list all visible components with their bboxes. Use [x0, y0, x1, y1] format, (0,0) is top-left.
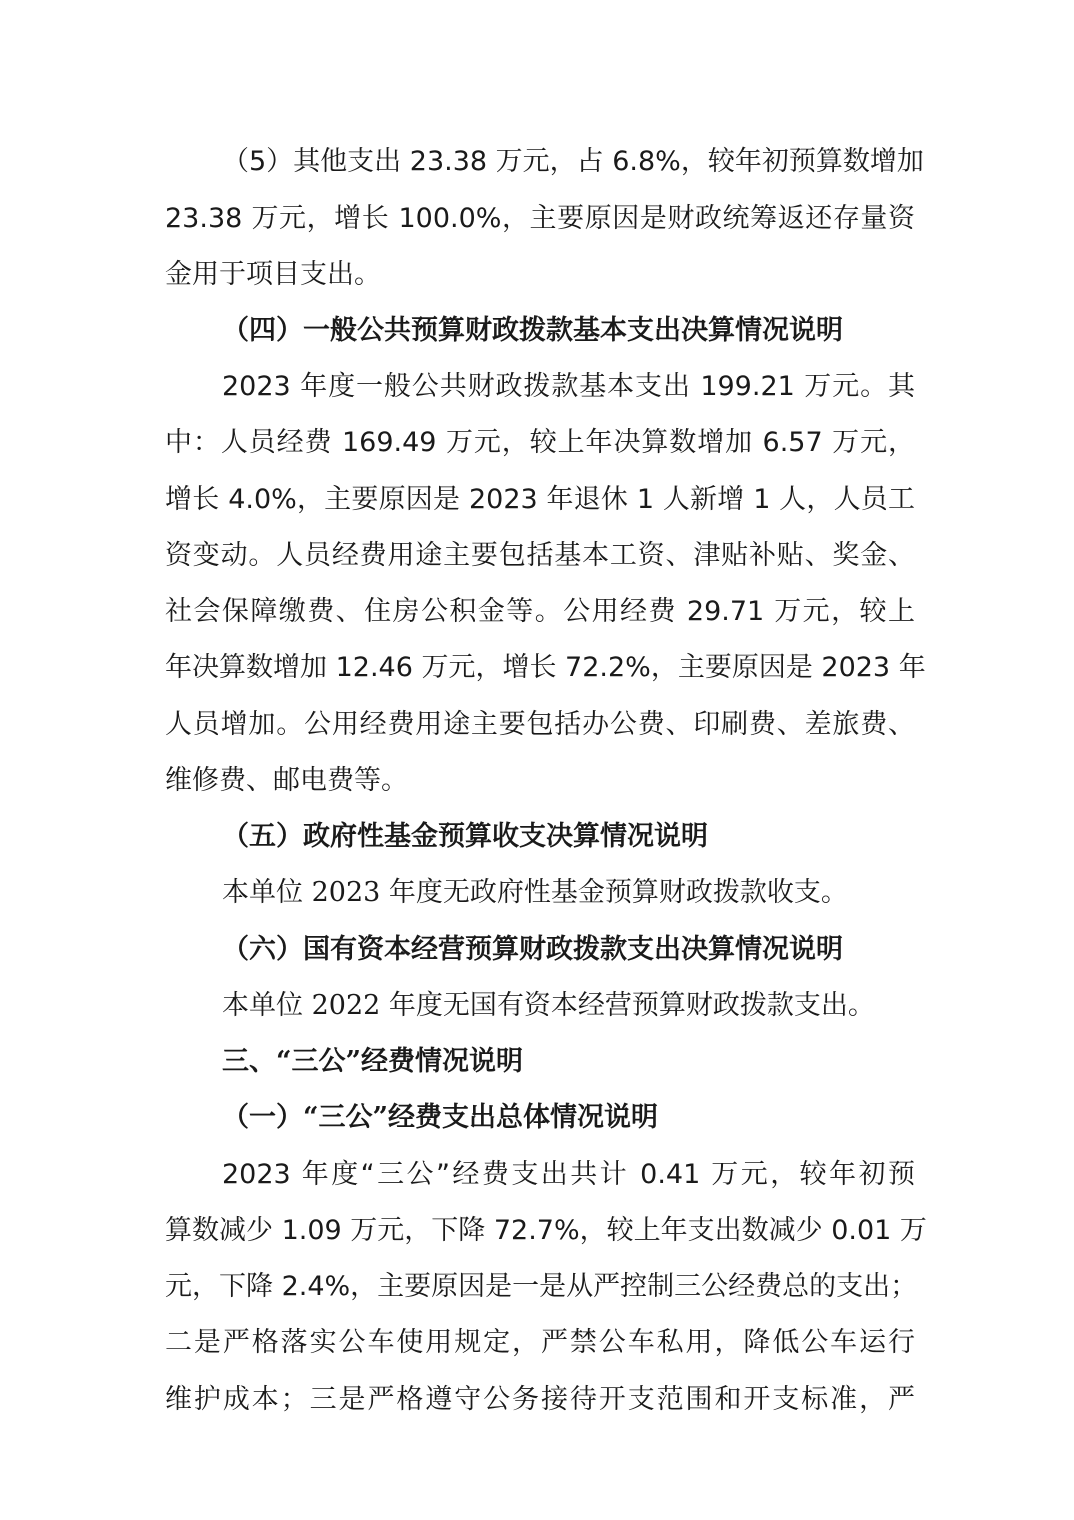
- body-text-line: 金用于项目支出。: [165, 259, 381, 290]
- body-text-line: 中：人员经费 169.49 万元，较上年决算数增加 6.57 万元，: [165, 427, 915, 458]
- body-text-line: 年决算数增加 12.46 万元，增长 72.2%，主要原因是 2023 年: [165, 652, 926, 683]
- body-text-line: 二是严格落实公车使用规定，严禁公车私用，降低公车运行: [165, 1327, 915, 1358]
- body-text-line: 增长 4.0%，主要原因是 2023 年退休 1 人新增 1 人，人员工: [165, 484, 915, 515]
- section-heading: （四）一般公共预算财政拨款基本支出决算情况说明: [222, 315, 843, 346]
- body-text-line: 元，下降 2.4%，主要原因是一是从严控制三公经费总的支出；: [165, 1271, 918, 1302]
- body-text-line: 维修费、邮电费等。: [165, 765, 408, 796]
- chapter-heading: 三、“三公”经费情况说明: [222, 1046, 524, 1077]
- body-text-line: 2023 年度“三公”经费支出共计 0.41 万元，较年初预: [222, 1159, 915, 1190]
- body-text-line: 算数减少 1.09 万元，下降 72.7%，较上年支出数减少 0.01 万: [165, 1215, 927, 1246]
- section-heading: （六）国有资本经营预算财政拨款支出决算情况说明: [222, 934, 843, 965]
- body-text-line: 社会保障缴费、住房公积金等。公用经费 29.71 万元，较上: [165, 596, 915, 627]
- body-text-line: 资变动。人员经费用途主要包括基本工资、津贴补贴、奖金、: [165, 540, 915, 571]
- body-text-line: 本单位 2022 年度无国有资本经营预算财政拨款支出。: [222, 990, 875, 1021]
- section-heading: （一）“三公”经费支出总体情况说明: [222, 1102, 659, 1133]
- body-text-line: （5）其他支出 23.38 万元，占 6.8%，较年初预算数增加: [222, 146, 924, 177]
- body-text-line: 本单位 2023 年度无政府性基金预算财政拨款收支。: [222, 877, 848, 908]
- body-text-line: 维护成本；三是严格遵守公务接待开支范围和开支标准，严: [165, 1384, 915, 1415]
- body-text-line: 23.38 万元，增长 100.0%，主要原因是财政统筹返还存量资: [165, 203, 915, 234]
- body-text-line: 人员增加。公用经费用途主要包括办公费、印刷费、差旅费、: [165, 709, 915, 740]
- section-heading: （五）政府性基金预算收支决算情况说明: [222, 821, 708, 852]
- body-text-line: 2023 年度一般公共财政拨款基本支出 199.21 万元。其: [222, 371, 915, 402]
